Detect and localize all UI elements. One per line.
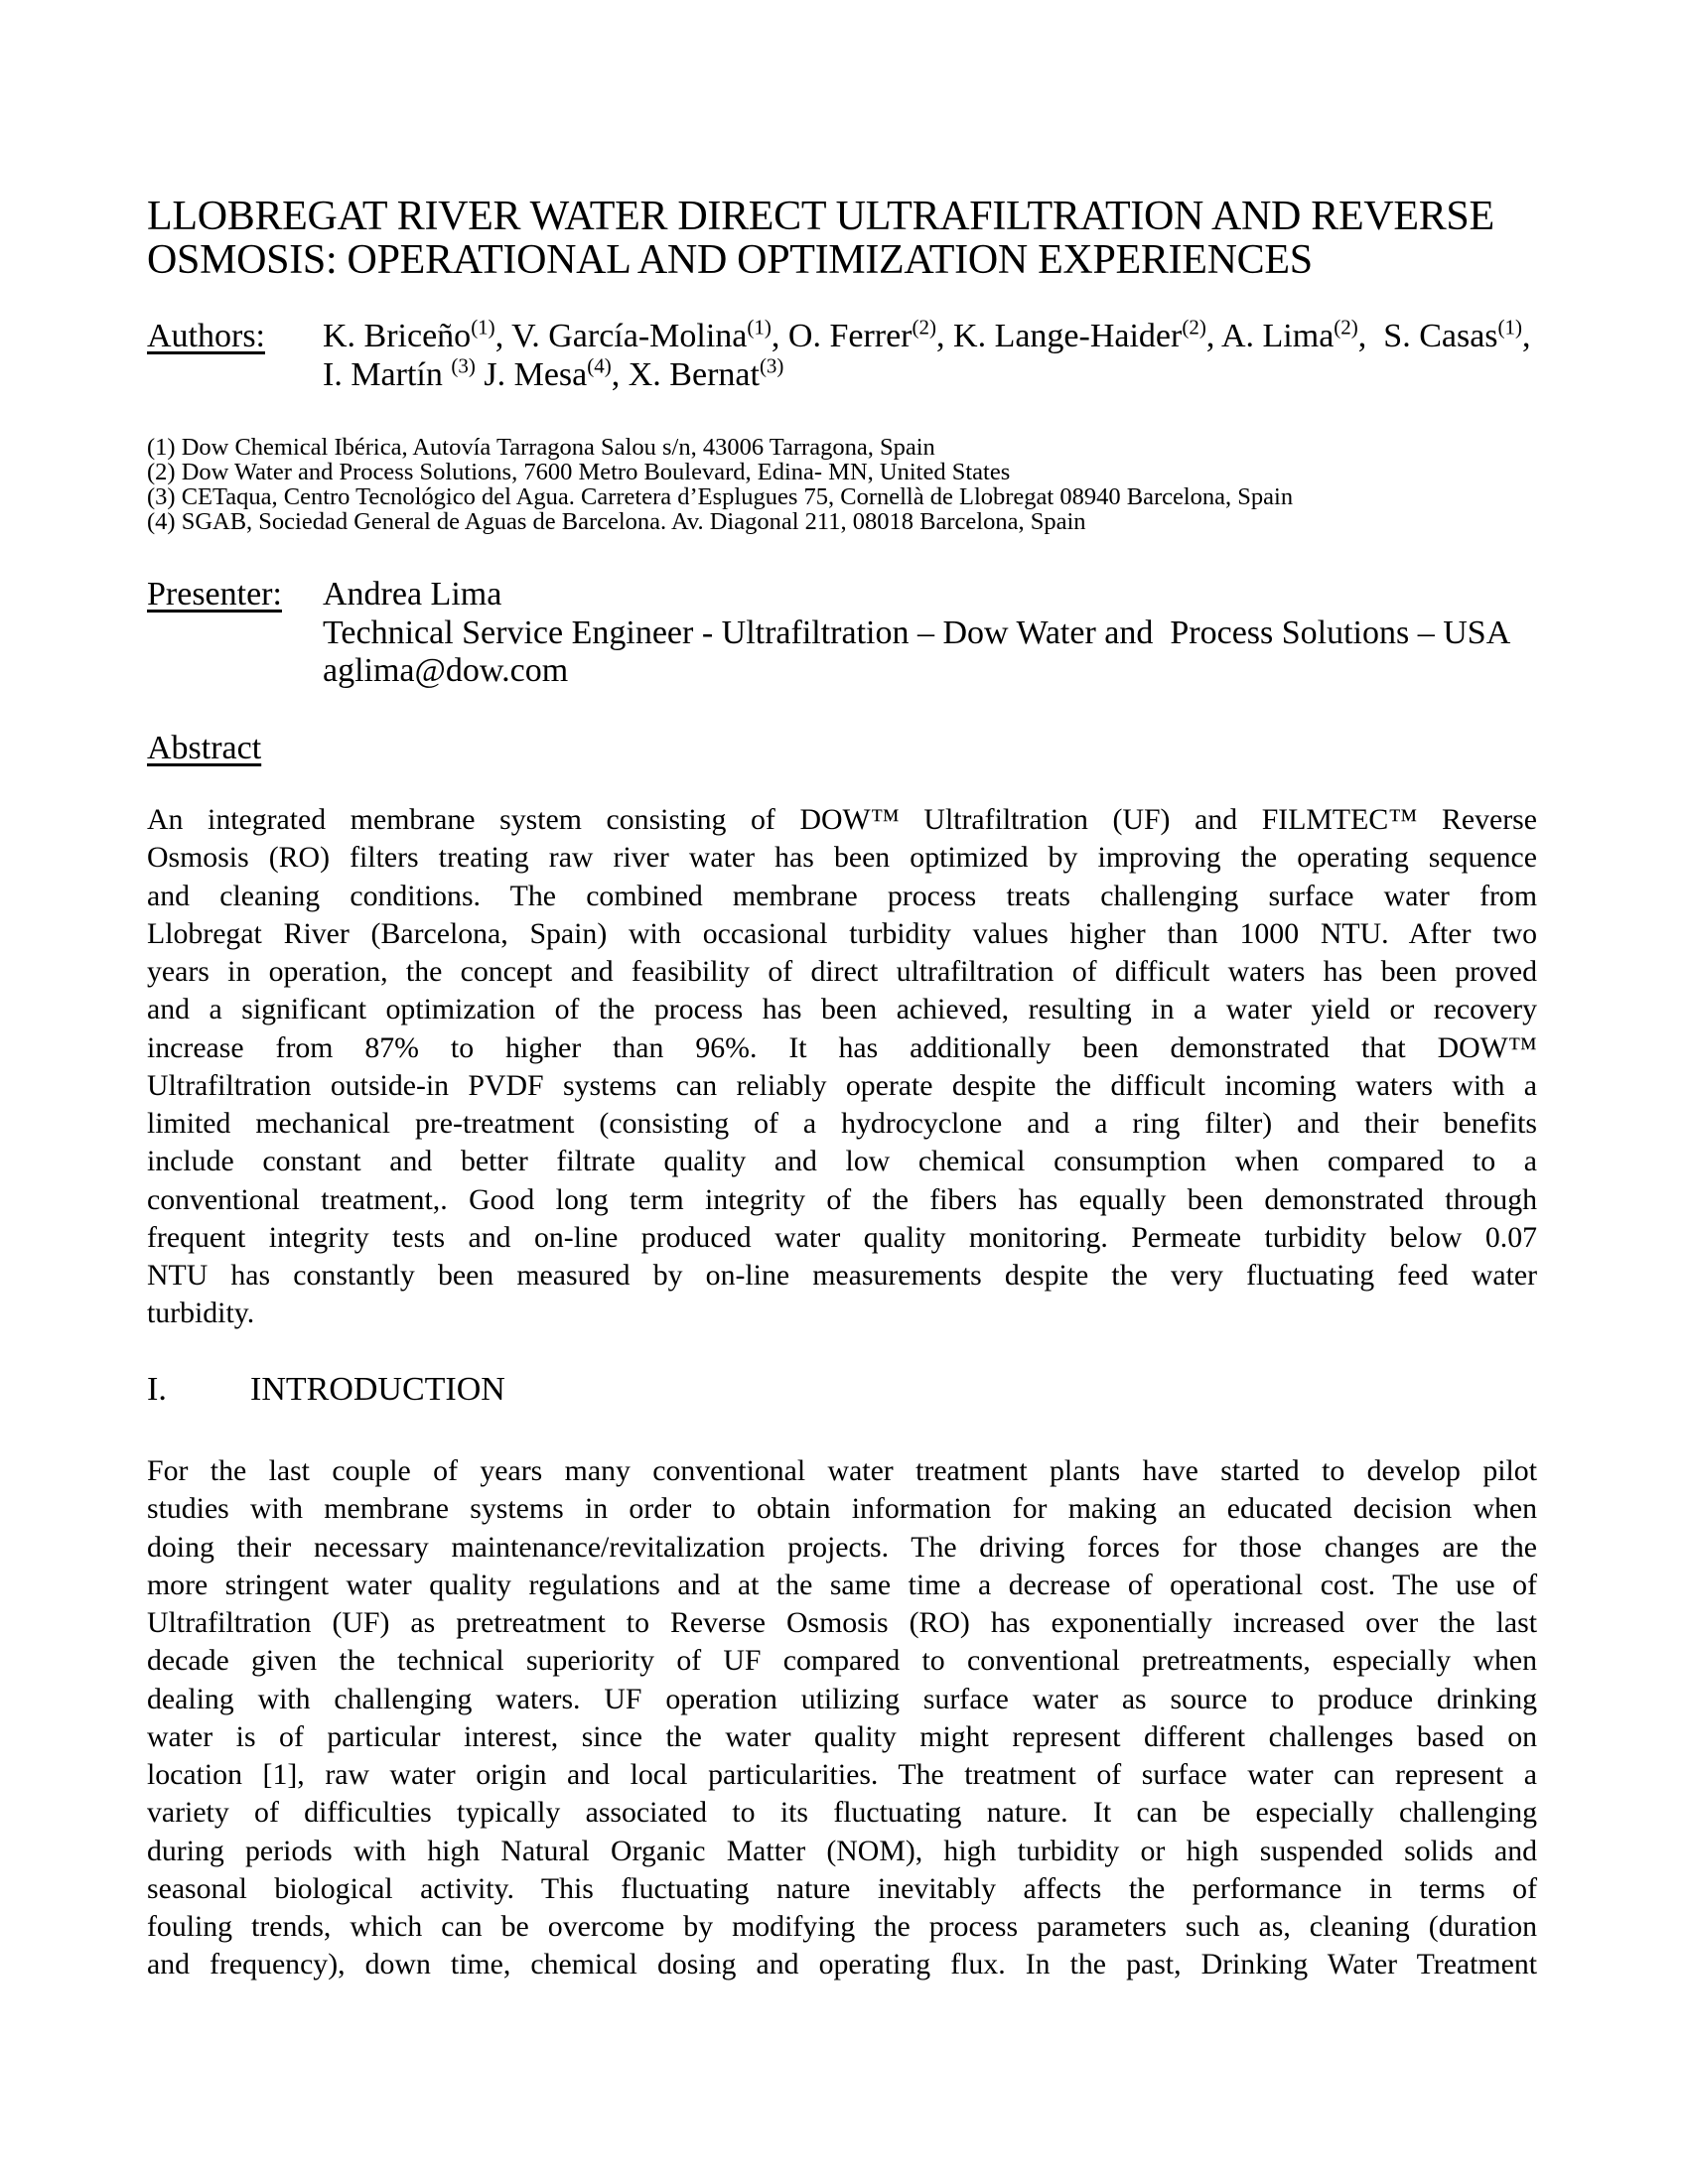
section-title: INTRODUCTION [250,1371,505,1408]
text-line: NTU has constantly been measured by on-line measurements despite the very fluctuating feed water [147,1259,1537,1292]
affiliations-list [147,435,1577,534]
text-line: seasonal biological activity. This fluctuating nature inevitably affects the performance in terms of [147,1871,1537,1905]
text-line: during periods with high Natural Organic Matter (NOM), high turbidity or high suspended solids and [147,1834,1537,1867]
text-line: LLOBREGAT RIVER WATER DIRECT ULTRAFILTRATION AND REVERSE [147,194,1494,239]
authors-list [323,317,1614,394]
presenter-name: Andrea Lima [323,576,502,613]
author-name-text: , A. Lima [1205,318,1335,354]
section-number: I. [147,1371,167,1408]
text-line: doing their necessary maintenance/revitalization projects. The driving forces for those changes are the [147,1530,1537,1564]
introduction-paragraph [147,1452,1537,1984]
presenter-email: aglima@dow.com [323,652,569,689]
author-superscript: (1) [747,315,772,340]
author-superscript: (1) [1497,315,1523,340]
author-superscript: (3) [759,353,784,378]
text-line: conventional treatment,. Good long term integrity of the fibers has equally been demonstrated through [147,1182,1537,1216]
author-superscript: (3) [451,353,476,378]
text-line: include constant and better filtrate quality and low chemical consumption when compared to a [147,1145,1537,1178]
author-name-text: I. Martín [323,356,452,393]
text-line: Ultrafiltration (UF) as pretreatment to Reverse Osmosis (RO) has exponentially increased over the last [147,1606,1537,1639]
text-line: years in operation, the concept and feasibility of direct ultrafiltration of difficult waters has been proved [147,955,1537,988]
presenter-block [323,576,1614,691]
text-line: and a significant optimization of the process has been achieved, resulting in a water yield or recovery [147,993,1537,1026]
author-name-text: , X. Bernat [611,356,760,393]
text-line [323,317,1614,355]
presenter-label: Presenter: [147,576,282,613]
author-superscript: (2) [1182,315,1206,340]
author-superscript: (2) [1334,315,1358,340]
author-name-text: , O. Ferrer [771,318,913,354]
text-line: studies with membrane systems in order to obtain information for making an educated decision when [147,1492,1537,1526]
text-line: OSMOSIS: OPERATIONAL AND OPTIMIZATION EXPERIENCES [147,236,1313,283]
text-line: Osmosis (RO) filters treating raw river water has been optimized by improving the operating sequence [147,841,1537,875]
text-line: decade given the technical superiority of UF compared to conventional pretreatments, especially when [147,1644,1537,1678]
abstract-heading: Abstract [147,730,262,766]
author-name-text: , V. García-Molina [494,318,748,354]
text-line: limited mechanical pre-treatment (consisting of a hydrocyclone and a ring filter) and their benefits [147,1107,1537,1140]
text-line: For the last couple of years many conventional water treatment plants have started to develop pilot [147,1454,1537,1487]
text-line: turbidity. [147,1297,255,1330]
text-line: An integrated membrane system consisting of DOW™ Ultrafiltration (UF) and FILMTEC™ Reverse [147,803,1537,836]
text-line: variety of difficulties typically associated to its fluctuating nature. It can be especially challenging [147,1796,1537,1830]
author-name-text: , K. Lange-Haider [936,318,1183,354]
author-name-text: J. Mesa [475,356,588,393]
author-superscript: (2) [912,315,937,340]
text-line: dealing with challenging waters. UF operation utilizing surface water as source to produce drinking [147,1682,1537,1715]
text-line: (1) Dow Chemical Ibérica, Autovía Tarragona Salou s/n, 43006 Tarragona, Spain [147,434,935,461]
abstract-paragraph [147,801,1537,1333]
author-name-text: K. Briceño [323,318,472,354]
text-line: and cleaning conditions. The combined membrane process treats challenging surface water from [147,879,1537,912]
author-superscript: (4) [587,353,612,378]
authors-label: Authors: [147,318,265,354]
text-line: (2) Dow Water and Process Solutions, 7600 Metro Boulevard, Edina- MN, United States [147,459,1011,486]
text-line: frequent integrity tests and on-line produced water quality monitoring. Permeate turbidity below 0.07 [147,1220,1537,1254]
text-line: (3) CETaqua, Centro Tecnológico del Agua. Carretera d’Esplugues 75, Cornellà de Llobregat 08940 Barcelona, Spain [147,483,1294,511]
text-line: fouling trends, which can be overcome by modifying the process parameters such as, cleaning (duration [147,1910,1537,1943]
author-superscript: (1) [471,315,495,340]
text-line [323,355,1614,394]
text-line: location [1], raw water origin and local particularities. The treatment of surface water can represent a [147,1758,1537,1791]
introduction-heading [147,1370,1537,1410]
text-line: (4) SGAB, Sociedad General de Aguas de Barcelona. Av. Diagonal 211, 08018 Barcelona, Spain [147,508,1086,536]
text-line: Ultrafiltration outside-in PVDF systems can reliably operate despite the difficult incoming waters with a [147,1068,1537,1102]
author-name-text: , [1522,318,1531,354]
text-line: water is of particular interest, since the water quality might represent different challenges based on [147,1719,1537,1753]
text-line: and frequency), down time, chemical dosing and operating flux. In the past, Drinking Water Treatment [147,1948,1537,1981]
paper-title [147,196,1597,282]
text-line: more stringent water quality regulations and at the same time a decrease of operational cost. The use of [147,1568,1537,1601]
presenter-role: Technical Service Engineer - Ultrafiltration – Dow Water and Process Solutions – USA [323,614,1511,651]
text-line: increase from 87% to higher than 96%. It has additionally been demonstrated that DOW™ [147,1030,1537,1064]
text-line: Llobregat River (Barcelona, Spain) with occasional turbidity values higher than 1000 NTU. After two [147,916,1537,950]
author-name-text: , S. Casas [1357,318,1498,354]
